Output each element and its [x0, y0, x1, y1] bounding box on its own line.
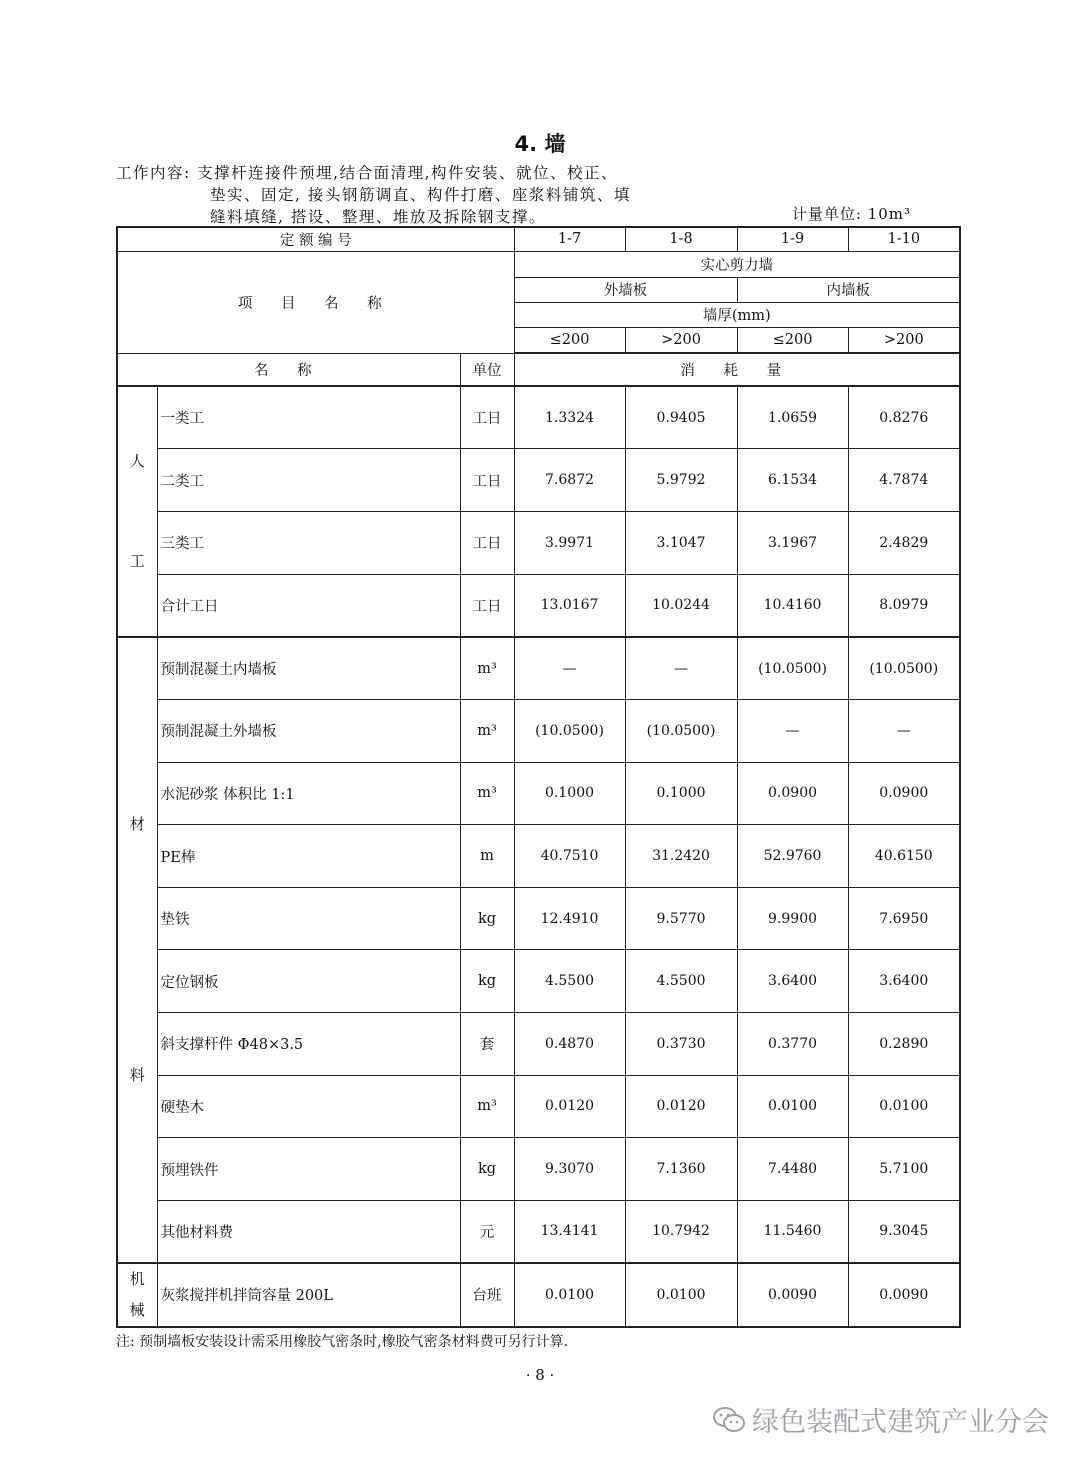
consumption-value: 1.0659 [737, 386, 848, 449]
item-unit: 工日 [460, 386, 514, 449]
consumption-value: 3.9971 [514, 512, 625, 575]
consumption-value: 0.0100 [514, 1263, 625, 1327]
thickness-value: ≤200 [737, 327, 848, 353]
col-consumption-label [514, 353, 960, 386]
col-name-label [117, 353, 460, 386]
consumption-value: — [848, 700, 960, 763]
consumption-value: 0.4870 [514, 1013, 625, 1076]
consumption-value: 2.4829 [848, 512, 960, 575]
category-label [118, 700, 157, 1201]
consumption-value: 31.2420 [625, 825, 737, 888]
consumption-value: — [625, 637, 737, 700]
consumption-value: 9.5770 [625, 887, 737, 950]
category-char: 人 [129, 451, 145, 470]
consumption-value: 0.0120 [625, 1075, 737, 1138]
item-unit: 台班 [460, 1263, 514, 1327]
item-unit: m³ [460, 1075, 514, 1138]
consumption-value: 0.0090 [848, 1263, 960, 1327]
item-unit: m³ [460, 700, 514, 763]
quota-code: 1-10 [848, 227, 960, 251]
item-name: 水泥砂浆 体积比 1:1 [157, 762, 460, 825]
consumption-value: (10.0500) [514, 700, 625, 763]
item-unit: 工日 [460, 574, 514, 637]
item-name: 预制混凝土外墙板 [157, 700, 460, 763]
thickness-value: >200 [625, 327, 737, 353]
consumption-value: 9.9900 [737, 887, 848, 950]
consumption-value: 0.3770 [737, 1013, 848, 1076]
consumption-value: 6.1534 [737, 449, 848, 512]
watermark-text: 绿色装配式建筑产业分会 [752, 1407, 1049, 1438]
item-unit: kg [460, 887, 514, 950]
consumption-value: — [737, 700, 848, 763]
consumption-value: 0.1000 [514, 762, 625, 825]
item-unit: 元 [460, 1200, 514, 1263]
watermark [712, 1400, 1049, 1439]
item-name: 三类工 [157, 512, 460, 575]
item-name: 硬垫木 [157, 1075, 460, 1138]
measurement-unit: 计量单位: 10m³ [791, 205, 911, 223]
category-label [118, 1264, 157, 1326]
consumption-value: 4.5500 [514, 950, 625, 1013]
item-unit: m³ [460, 637, 514, 700]
quota-no-label: 定 额 编 号 [117, 227, 514, 251]
category-char: 械 [129, 1300, 145, 1319]
consumption-value: 0.0900 [848, 762, 960, 825]
consumption-value: 3.6400 [737, 950, 848, 1013]
consumption-value: 0.0100 [848, 1075, 960, 1138]
consumption-value: 7.4480 [737, 1138, 848, 1201]
consumption-value: 10.7942 [625, 1200, 737, 1263]
consumption-value: 40.7510 [514, 825, 625, 888]
sub-header-exterior: 外墙板 [514, 277, 737, 302]
material-section [117, 637, 960, 1263]
consumption-value: 0.0100 [625, 1263, 737, 1327]
quota-code: 1-8 [625, 227, 737, 251]
consumption-value: 0.8276 [848, 386, 960, 449]
category-label [118, 411, 157, 612]
labor-section [117, 386, 960, 637]
item-name: 其他材料费 [157, 1200, 460, 1263]
item-unit: m [460, 825, 514, 888]
thickness-value: ≤200 [514, 327, 625, 353]
item-name: 定位钢板 [157, 950, 460, 1013]
consumption-value: 9.3070 [514, 1138, 625, 1201]
item-unit: 工日 [460, 512, 514, 575]
consumption-value: 5.7100 [848, 1138, 960, 1201]
consumption-value: 4.5500 [625, 950, 737, 1013]
machine-section [117, 1263, 960, 1327]
category-char: 工 [129, 552, 145, 571]
item-name: 合计工日 [157, 574, 460, 637]
item-unit: 工日 [460, 449, 514, 512]
consumption-value: 0.3730 [625, 1013, 737, 1076]
consumption-value: — [514, 637, 625, 700]
sub-header-interior: 内墙板 [737, 277, 960, 302]
category-cell [117, 637, 157, 1263]
col-name-text: 名 称 [253, 362, 324, 379]
item-name-text: 项 目 名 称 [237, 295, 394, 312]
work-content-line2: 垫实、固定, 接头钢筋调直、构件打磨、座浆料铺筑、填 [210, 186, 631, 204]
quota-table [116, 226, 961, 1328]
item-name: 预埋铁件 [157, 1138, 460, 1201]
consumption-value: 7.6950 [848, 887, 960, 950]
quota-code: 1-9 [737, 227, 848, 251]
consumption-value: 0.2890 [848, 1013, 960, 1076]
item-name: 一类工 [157, 386, 460, 449]
consumption-value: 8.0979 [848, 574, 960, 637]
col-consumption-text: 消 耗 量 [680, 363, 794, 379]
consumption-value: 12.4910 [514, 887, 625, 950]
consumption-value: (10.0500) [625, 700, 737, 763]
section-title: 4. 墙 [514, 132, 566, 156]
consumption-value: 7.6872 [514, 449, 625, 512]
footnote: 注: 预制墙板安装设计需采用橡胶气密条时,橡胶气密条材料费可另行计算. [116, 1334, 569, 1350]
item-unit: kg [460, 950, 514, 1013]
col-unit-label: 单位 [460, 353, 514, 386]
consumption-value: 40.6150 [848, 825, 960, 888]
consumption-value: 52.9760 [737, 825, 848, 888]
consumption-value: 9.3045 [848, 1200, 960, 1263]
page-number: · 8 · [525, 1366, 555, 1384]
consumption-value: 13.0167 [514, 574, 625, 637]
item-name: PE棒 [157, 825, 460, 888]
consumption-value: 1.3324 [514, 386, 625, 449]
item-name: 二类工 [157, 449, 460, 512]
work-content-line3: 缝料填缝, 搭设、整理、堆放及拆除钢支撑。 [210, 208, 546, 226]
group-header: 实心剪力墙 [514, 251, 960, 277]
item-unit: kg [460, 1138, 514, 1201]
category-cell [117, 1263, 157, 1327]
thickness-value: >200 [848, 327, 960, 353]
consumption-value: 0.0100 [737, 1075, 848, 1138]
item-name: 预制混凝土内墙板 [157, 637, 460, 700]
category-char: 料 [129, 1065, 145, 1084]
wechat-icon [712, 1406, 746, 1434]
consumption-value: 3.1967 [737, 512, 848, 575]
consumption-value: 0.1000 [625, 762, 737, 825]
consumption-value: 13.4141 [514, 1200, 625, 1263]
consumption-value: (10.0500) [848, 637, 960, 700]
item-name: 灰浆搅拌机拌筒容量 200L [157, 1263, 460, 1327]
consumption-value: 0.0120 [514, 1075, 625, 1138]
consumption-value: 0.0900 [737, 762, 848, 825]
consumption-value: (10.0500) [737, 637, 848, 700]
item-unit: m³ [460, 762, 514, 825]
consumption-value: 0.9405 [625, 386, 737, 449]
consumption-value: 4.7874 [848, 449, 960, 512]
consumption-value: 11.5460 [737, 1200, 848, 1263]
category-cell [117, 386, 157, 637]
consumption-value: 7.1360 [625, 1138, 737, 1201]
work-content [116, 162, 776, 228]
consumption-value: 5.9792 [625, 449, 737, 512]
thickness-label: 墙厚(mm) [514, 302, 960, 327]
quota-code: 1-7 [514, 227, 625, 251]
work-content-line1: 工作内容: 支撑杆连接件预埋,结合面清理,构件安装、就位、校正、 [116, 164, 619, 182]
consumption-value: 10.0244 [625, 574, 737, 637]
category-char: 机 [129, 1269, 145, 1288]
item-name-label [117, 251, 514, 353]
item-name: 斜支撑杆件 Φ48×3.5 [157, 1013, 460, 1076]
consumption-value: 3.1047 [625, 512, 737, 575]
consumption-value: 10.4160 [737, 574, 848, 637]
category-char: 材 [129, 815, 145, 834]
consumption-value: 0.0090 [737, 1263, 848, 1327]
consumption-value: 3.6400 [848, 950, 960, 1013]
item-name: 垫铁 [157, 887, 460, 950]
item-unit: 套 [460, 1013, 514, 1076]
